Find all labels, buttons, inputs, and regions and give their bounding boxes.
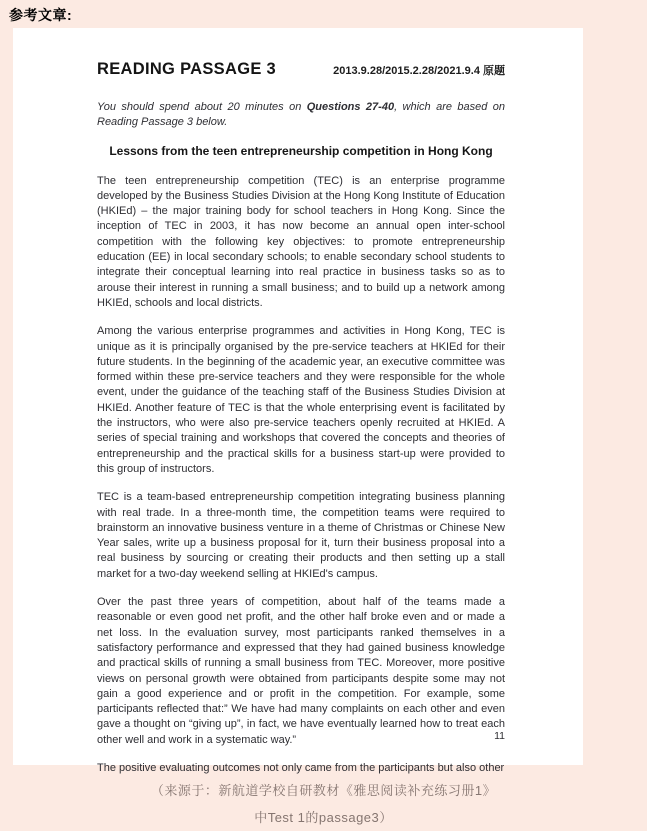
passage-title: Lessons from the teen entrepreneurship competition in Hong Kong bbox=[109, 143, 493, 158]
instruction-pre: You should spend about 20 minutes on bbox=[97, 101, 307, 113]
exam-dates: 2013.9.28/2015.2.28/2021.9.4 原题 bbox=[333, 65, 505, 77]
paragraph-4: Over the past three years of competition, about half of the teams made a reasonable or even good net profit, and the other half broke even and or made a net loss. In the evaluation survey, most participants ranked themselves in a satisfactory performance and expressed that they had gained business knowledge and practical skills of running a small business from TEC. Moreover, more positive views on personal growth were obtained from participants despite some may not gain a good experience and or profit in the competition. For example, some participants reflected that:” We have had many complaints on each other and even gave a thought on “giving up”, in fact, we have eventually learned how to treat each other well and work in a systematic way.” bbox=[97, 596, 505, 746]
paragraph-3: TEC is a team-based entrepreneurship competition integrating business planning with real trade. In a three-month time, the competition teams were required to brainstorm an innovative business venture in a theme of Christmas or Chinese New Year sales, write up a business proposal for it, turn their business proposal into a real business by sourcing or creating their products and then setting up a stall market for a two-day weekend selling at HKIEd's campus. bbox=[97, 491, 505, 580]
heading-row bbox=[97, 60, 505, 79]
page-number: 11 bbox=[494, 730, 505, 742]
instruction-text bbox=[97, 100, 505, 131]
document-content bbox=[97, 60, 505, 789]
passage-heading: READING PASSAGE 3 bbox=[97, 60, 276, 78]
reference-label: 参考文章: bbox=[9, 7, 73, 23]
paragraph-2: Among the various enterprise programmes and activities in Hong Kong, TEC is unique as it is principally organised by the pre-service teachers at HKIEd for their future students. In the beginning of the academic year, an executive committee was formed within these pre-service teachers and they were responsible for the whole event, under the guidance of the teaching staff of the Business Studies Division at HKIEd. Another feature of TEC is that the whole enterprising event is facilitated by the instructors, who were also pre-service teachers openly recruited at HKIEd. A series of special training and workshops that covered the concepts and theories of entrepreneurship and the practical skills for a business start-up were provided to this group of instructors. bbox=[97, 325, 505, 475]
source-caption-line1: （来源于：新航道学校自研教材《雅思阅读补充练习册1》 bbox=[150, 783, 497, 798]
document-page bbox=[13, 28, 583, 774]
instruction-post: , which are based on Reading Passage 3 below. bbox=[97, 101, 505, 129]
paragraph-1: The teen entrepreneurship competition (TEC) is an enterprise programme developed by the Business Studies Division at the Hong Kong Institute of Education (HKIEd) – the major training body for school teachers in Hong Kong. Since the inception of TEC in 2003, it has now become an annual open inter-school competition with the following key objectives: to promote entrepreneurship education (EE) in local secondary schools; to enable secondary school students to integrate their conceptual learning into real practice in business tasks so as to arouse their interest in running a small business; and to build up a network among HKIEd, schools and local districts. bbox=[97, 174, 505, 309]
source-caption-line2: 中Test 1的passage3） bbox=[254, 810, 393, 825]
instruction-questions-range: Questions 27-40 bbox=[306, 101, 395, 113]
source-caption bbox=[0, 777, 647, 831]
paragraph-5: The positive evaluating outcomes not only came from the participants but also other bbox=[97, 761, 505, 774]
